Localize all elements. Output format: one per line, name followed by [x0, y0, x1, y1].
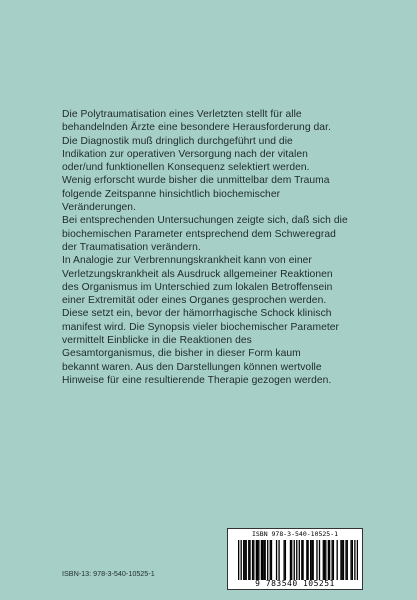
blurb-line: Veränderungen. — [62, 202, 136, 214]
barcode-bar — [276, 540, 277, 580]
barcode-digits: 9 783540 105251 — [255, 579, 335, 588]
barcode-bar — [313, 540, 314, 580]
barcode-bar — [294, 540, 295, 580]
blurb-line: vermittelt Einblicke in die Reaktionen des — [62, 335, 252, 347]
barcode-bar — [357, 540, 358, 580]
barcode-bar — [290, 540, 291, 580]
blurb-line: Die Polytraumatisation eines Verletzten stellt für alle — [62, 109, 302, 120]
barcode-bar — [301, 540, 302, 580]
barcode-bar — [323, 540, 324, 580]
barcode-bar — [316, 540, 317, 580]
barcode-bar — [241, 540, 242, 580]
barcode-bar — [310, 540, 311, 580]
barcode-bar — [306, 540, 307, 580]
barcode-bar — [329, 540, 330, 580]
barcode-bar — [302, 540, 303, 580]
barcode-isbn-label: ISBN 978-3-540-10525-1 — [251, 530, 339, 538]
barcode-bar — [350, 540, 351, 580]
barcode-bar — [243, 540, 244, 580]
blurb-line: des Organismus im Unterschied zum lokalen Betroffensein — [62, 281, 333, 293]
blurb-line: der Traumatisation verändern. — [62, 241, 201, 253]
barcode-bar — [285, 540, 286, 580]
barcode-bar — [283, 540, 284, 580]
barcode-bar — [333, 540, 334, 580]
blurb-line: Die Diagnostik muß dringlich durchgeführt und die — [62, 135, 293, 147]
barcode-bar — [244, 540, 245, 580]
barcode-bar — [278, 540, 279, 580]
barcode-bar — [299, 540, 300, 580]
barcode-bar — [296, 540, 297, 580]
barcode-bar — [340, 540, 341, 580]
blurb-line: biochemischen Parameter entsprechend dem Schweregrad — [62, 228, 336, 240]
blurb-line: Diese setzt ein, bevor der hämorrhagische Schock klinisch — [62, 308, 332, 320]
barcode-bar — [252, 540, 253, 580]
blurb-line: oder/und funktionellen Konsequenz selektiert werden. — [62, 162, 310, 174]
blurb-line: Bei entsprechenden Untersuchungen zeigte sich, daß sich die — [62, 215, 348, 227]
barcode-bar — [345, 540, 346, 580]
blurb-line: Hinweise für eine resultierende Therapie gezogen werden. — [62, 374, 332, 386]
barcode-bar — [337, 540, 338, 580]
barcode-bar — [352, 540, 353, 580]
barcode — [227, 528, 363, 590]
blurb-line: Gesamtorganismus, die bisher in dieser Form kaum — [62, 348, 301, 360]
barcode-bar — [328, 540, 329, 580]
barcode-bar — [343, 540, 344, 580]
blurb-line: In Analogie zur Verbrennungskrankheit kann von einer — [62, 255, 312, 267]
blurb-line: Indikation zur operativen Versorgung nach der vitalen — [62, 148, 308, 160]
barcode-bar — [311, 540, 312, 580]
barcode-bar — [331, 540, 332, 580]
blurb-line: bekannt waren. Aus den Darstellungen können wertvolle — [62, 361, 322, 373]
barcode-bar — [319, 540, 320, 580]
blurb-line: folgende Zeitspanne hinsichtlich biochemischer — [62, 188, 281, 200]
barcode-bar — [238, 540, 239, 580]
barcode-bar — [271, 540, 272, 580]
barcode-bar — [246, 540, 247, 580]
blurb-line: einer Extremität oder eines Organes gesprochen werden. — [62, 295, 327, 307]
blurb-line: behandelnden Ärzte eine besondere Herausforderung dar. — [62, 122, 331, 134]
barcode-bar — [253, 540, 254, 580]
barcode-bar — [261, 540, 262, 580]
isbn-13-label: ISBN-13: 978-3-540-10525-1 — [62, 569, 155, 578]
barcode-bar — [262, 540, 263, 580]
barcode-bar — [257, 540, 258, 580]
barcode-bar — [267, 540, 268, 580]
blurb-line: Wenig erforscht wurde bisher die unmittelbar dem Trauma — [62, 175, 330, 187]
barcode-bar — [270, 540, 271, 580]
blurb-text — [62, 108, 382, 387]
barcode-bar — [249, 540, 250, 580]
barcode-bar — [263, 540, 264, 580]
barcode-bar — [342, 540, 343, 580]
barcode-bar — [265, 540, 266, 580]
barcode-bar — [347, 540, 348, 580]
barcode-bar — [325, 540, 326, 580]
barcode-bar — [291, 540, 292, 580]
barcode-bar — [248, 540, 249, 580]
blurb-line: Verletzungskrankheit als Ausdruck allgemeiner Reaktionen — [62, 268, 333, 280]
barcode-bar — [258, 540, 259, 580]
barcode-bars — [238, 540, 358, 580]
barcode-bar — [256, 540, 257, 580]
barcode-bar — [324, 540, 325, 580]
barcode-bar — [354, 540, 355, 580]
blurb-line: manifest wird. Die Synopsis vieler biochemischer Parameter — [62, 321, 340, 333]
barcode-bar — [307, 540, 308, 580]
